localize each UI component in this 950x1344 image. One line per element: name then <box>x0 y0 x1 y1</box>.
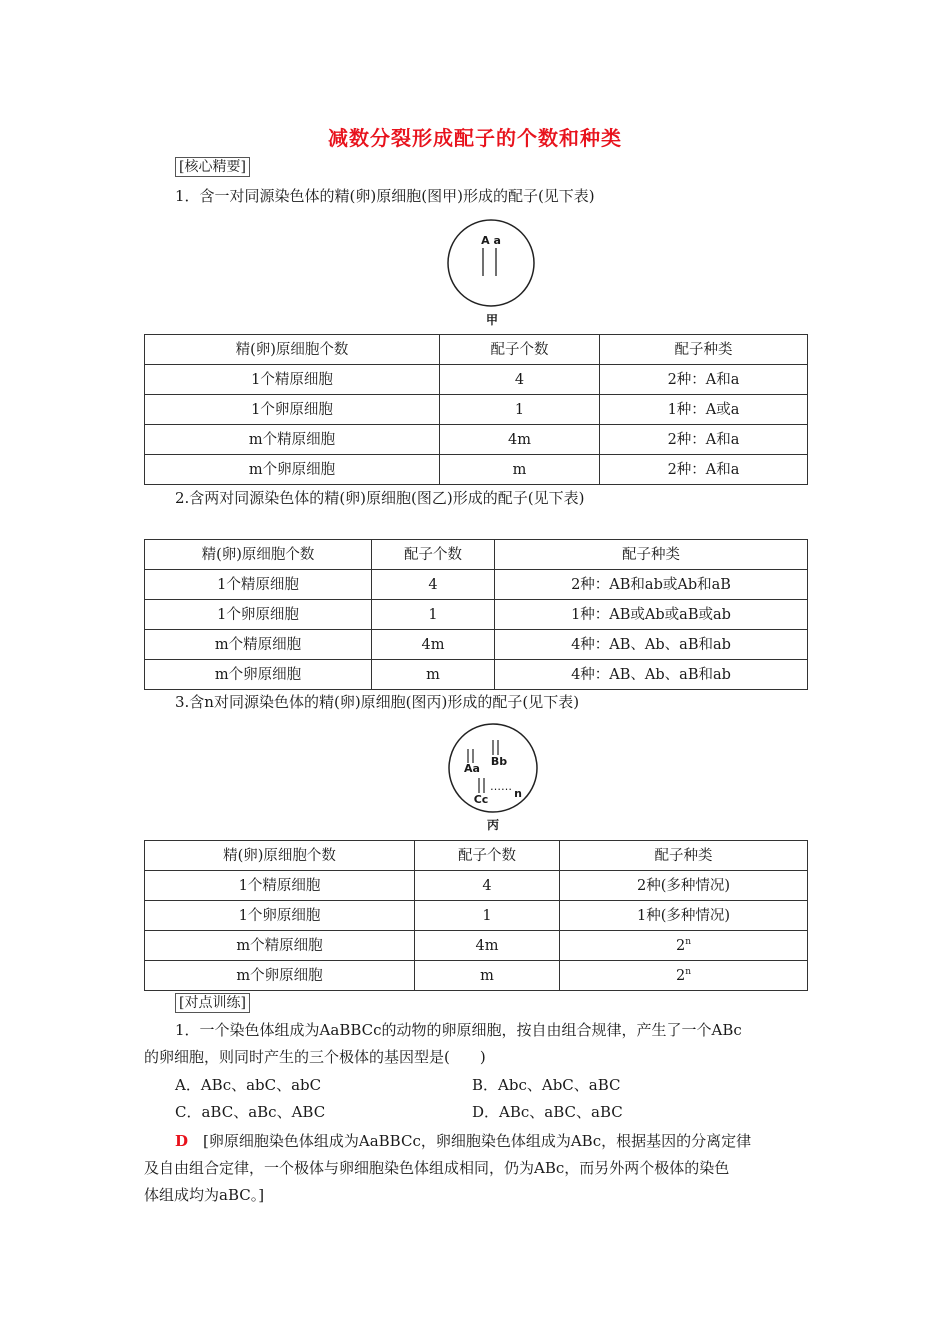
gene-label-bb: Bb <box>490 755 508 768</box>
table-cell: m个精原细胞 <box>145 931 415 961</box>
table-cell: 2种(多种情况) <box>560 871 808 901</box>
table-cell: 1个精原细胞 <box>145 365 440 395</box>
table-cell: m个精原细胞 <box>145 425 440 455</box>
table-cell: 1种(多种情况) <box>560 901 808 931</box>
answer-explanation-1: [卵原细胞染色体组成为AaBBCc，卵细胞染色体组成为ABc，根据基因的分离定律 <box>188 1132 752 1150</box>
figure-bing-label: 丙 <box>486 818 499 832</box>
table-cell: m个卵原细胞 <box>145 455 440 485</box>
table-cell: 1个精原细胞 <box>145 871 415 901</box>
table-row <box>145 660 808 690</box>
header-cell: 精(卵)原细胞个数 <box>145 841 415 871</box>
table-row <box>145 931 808 961</box>
power-exponent: n <box>685 966 692 977</box>
answer-letter: D <box>175 1132 189 1150</box>
header-cell: 精(卵)原细胞个数 <box>145 335 440 365</box>
table-cell: 1种：A或a <box>600 395 808 425</box>
table-1 <box>144 334 808 485</box>
gene-label-n: n <box>514 787 522 800</box>
gene-label-cc: Cc <box>473 793 489 806</box>
header-cell: 精(卵)原细胞个数 <box>145 540 372 570</box>
table-cell: 4m <box>440 425 600 455</box>
answer-line-1 <box>175 1127 751 1155</box>
header-cell: 配子种类 <box>600 335 808 365</box>
table-row <box>145 600 808 630</box>
answer-line-2: 及自由组合定律，一个极体与卵细胞染色体组成相同，仍为ABc，而另外两个极体的染色 <box>144 1159 730 1177</box>
header-cell: 配子个数 <box>440 335 600 365</box>
table-cell: 1个卵原细胞 <box>145 901 415 931</box>
table-cell: 4种：AB、Ab、aB和ab <box>495 630 808 660</box>
header-cell: 配子种类 <box>560 841 808 871</box>
question-1-line-2: 的卵细胞，则同时产生的三个极体的基因型是( ) <box>144 1048 486 1066</box>
chromosome-gene-labels: A a <box>481 234 501 247</box>
option-d: D．ABc、aBC、aBC <box>472 1103 623 1121</box>
question-1-line-1: 1．一个染色体组成为AaBBCc的动物的卵原细胞，按自由组合规律，产生了一个ABc <box>175 1021 742 1039</box>
table-row <box>145 365 808 395</box>
table-3 <box>144 840 808 991</box>
table-cell: 2种：A和a <box>600 455 808 485</box>
table-cell: 2种：A和a <box>600 365 808 395</box>
table-cell: 2种：A和a <box>600 425 808 455</box>
gene-label-aa: Aa <box>464 762 480 775</box>
training-section-tag: [对点训练] <box>175 993 250 1013</box>
figure-jia-label: 甲 <box>485 313 498 327</box>
table-cell: 4 <box>415 871 560 901</box>
table-row <box>145 570 808 600</box>
table-cell: 1个精原细胞 <box>145 570 372 600</box>
header-cell: 配子个数 <box>415 841 560 871</box>
power-exponent: n <box>685 936 692 947</box>
power-base: 2 <box>675 967 686 984</box>
table-cell: 4m <box>372 630 495 660</box>
table-row <box>145 395 808 425</box>
core-section-tag: [核心精要] <box>175 157 250 177</box>
item-3-text: 3.含n对同源染色体的精(卵)原细胞(图丙)形成的配子(见下表) <box>175 693 580 711</box>
power-base: 2 <box>675 937 686 954</box>
table-cell <box>560 961 808 991</box>
table-cell: 1 <box>372 600 495 630</box>
cell-diagram-jia <box>446 218 538 310</box>
table-cell: 1种：AB或Ab或aB或ab <box>495 600 808 630</box>
figure-bing <box>446 722 540 814</box>
page-title: 减数分裂形成配子的个数和种类 <box>328 126 622 150</box>
table-row <box>145 630 808 660</box>
answer-line-3: 体组成均为aBC。] <box>144 1186 265 1204</box>
table-cell: m <box>372 660 495 690</box>
table-cell <box>560 931 808 961</box>
table-row <box>145 901 808 931</box>
item-2-text: 2.含两对同源染色体的精(卵)原细胞(图乙)形成的配子(见下表) <box>175 489 585 507</box>
table-cell: 4m <box>415 931 560 961</box>
table-row <box>145 455 808 485</box>
item-1-text: 1．含一对同源染色体的精(卵)原细胞(图甲)形成的配子(见下表) <box>175 187 595 205</box>
table-cell: 1个卵原细胞 <box>145 395 440 425</box>
table-header-row <box>145 540 808 570</box>
table-2 <box>144 539 808 690</box>
ellipsis-dots: …… <box>490 780 512 793</box>
table-row <box>145 961 808 991</box>
table-cell: m个卵原细胞 <box>145 961 415 991</box>
table-cell: 4 <box>372 570 495 600</box>
table-cell: 1 <box>415 901 560 931</box>
table-cell: m个精原细胞 <box>145 630 372 660</box>
table-cell: 4 <box>440 365 600 395</box>
figure-jia <box>446 218 538 310</box>
option-a: A．ABc、abC、abC <box>175 1076 322 1094</box>
table-cell: 2种：AB和ab或Ab和aB <box>495 570 808 600</box>
option-c: C．aBC、aBc、ABC <box>175 1103 326 1121</box>
table-cell: m <box>440 455 600 485</box>
table-cell: m个卵原细胞 <box>145 660 372 690</box>
table-row <box>145 871 808 901</box>
table-header-row <box>145 335 808 365</box>
table-cell: 1 <box>440 395 600 425</box>
header-cell: 配子个数 <box>372 540 495 570</box>
table-cell: 1个卵原细胞 <box>145 600 372 630</box>
option-b: B．Abc、AbC、aBC <box>472 1076 621 1094</box>
header-cell: 配子种类 <box>495 540 808 570</box>
table-cell: m <box>415 961 560 991</box>
table-header-row <box>145 841 808 871</box>
table-cell: 4种：AB、Ab、aB和ab <box>495 660 808 690</box>
table-row <box>145 425 808 455</box>
